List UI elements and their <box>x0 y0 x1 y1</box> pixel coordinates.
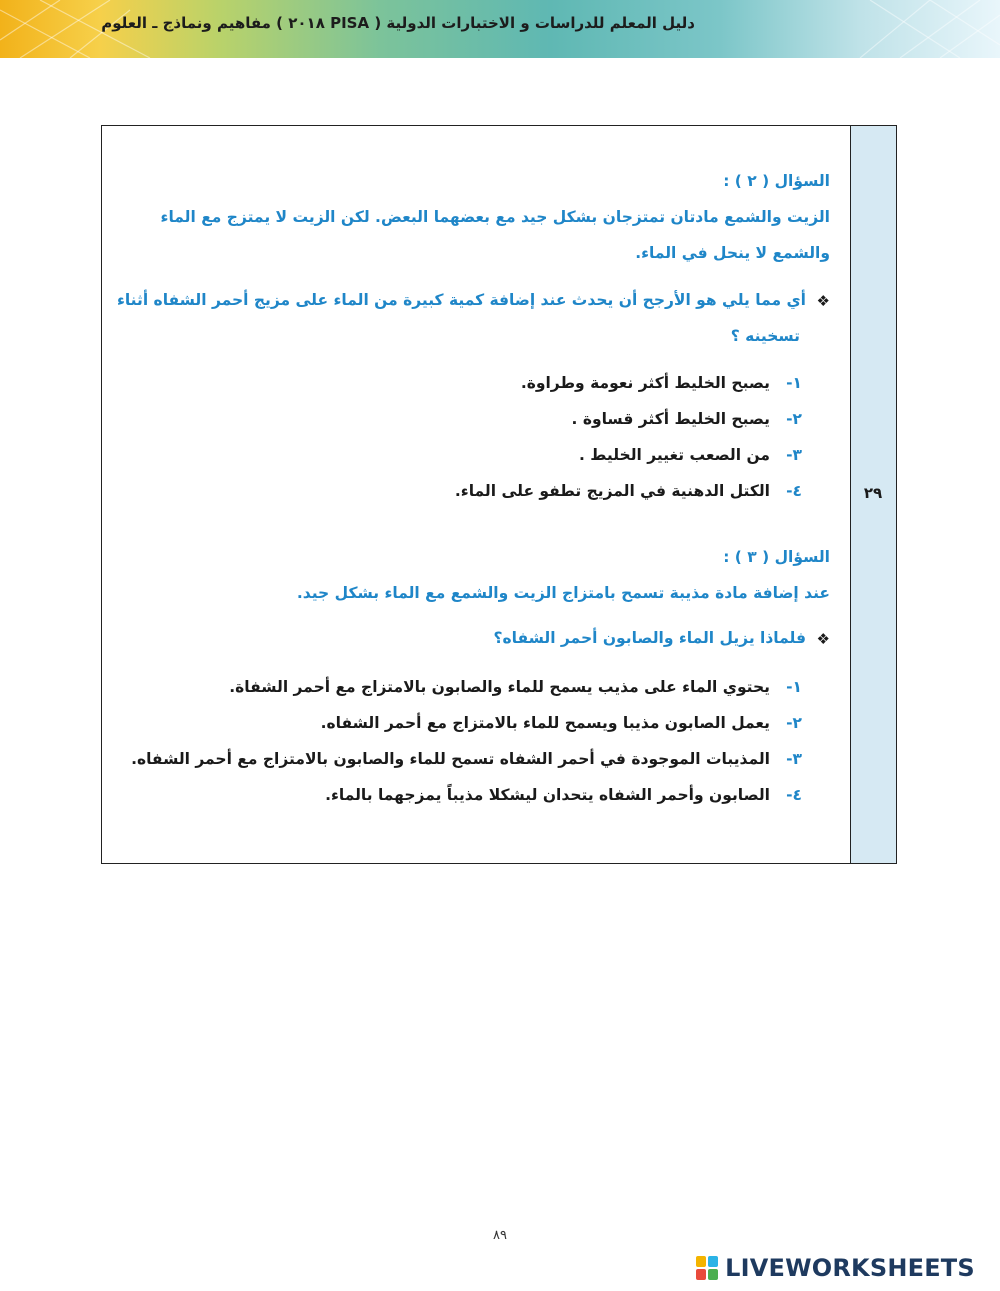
option-text: يعمل الصابون مذيبا ويسمح للماء بالامتزاج مع أحمر الشفاه. <box>320 714 770 732</box>
liveworksheets-brand: LIVEWORKSHEETS <box>725 1254 975 1282</box>
question3-prompt <box>494 627 831 649</box>
option-number: ٢- <box>786 410 802 428</box>
question2-option-3 <box>579 444 802 466</box>
question2-prompt-line2: تسخينه ؟ <box>730 327 800 345</box>
question2-prompt <box>117 289 830 311</box>
question2-prompt-line1: أي مما يلي هو الأرجح أن يحدث عند إضافة كمية كبيرة من الماء على مزيج أحمر الشفاه أثناء <box>116 291 806 309</box>
option-text: يصبح الخليط أكثر نعومة وطراوة. <box>520 374 770 392</box>
option-number: ١- <box>786 678 802 696</box>
question3-title: السؤال ( ٣ ) : <box>723 548 830 566</box>
page-number: ٨٩ <box>493 1228 507 1243</box>
option-number: ٤- <box>786 482 802 500</box>
question3-option-2 <box>321 712 802 734</box>
question2-title: السؤال ( ٢ ) : <box>723 172 830 190</box>
item-number-column <box>850 126 896 863</box>
question2-text-line2: والشمع لا ينحل في الماء. <box>635 244 830 262</box>
question3-text-line1: عند إضافة مادة مذيبة تسمح بامتزاج الزيت والشمع مع الماء بشكل جيد. <box>296 584 830 602</box>
option-number: ١- <box>786 374 802 392</box>
question2-option-4 <box>455 480 802 502</box>
diamond-bullet-icon: ❖ <box>816 629 830 648</box>
item-number: ٢٩ <box>863 484 883 502</box>
liveworksheets-icon <box>696 1256 718 1280</box>
question3-prompt-line1: فلماذا يزيل الماء والصابون أحمر الشفاه؟ <box>493 629 806 647</box>
header-band <box>0 0 1000 58</box>
option-text: المذيبات الموجودة في أحمر الشفاه تسمح للماء والصابون بالامتزاج مع أحمر الشفاه. <box>131 750 770 768</box>
diamond-bullet-icon: ❖ <box>816 291 830 310</box>
question2-option-2 <box>572 408 802 430</box>
option-number: ٣- <box>786 750 802 768</box>
option-text: يحتوي الماء على مذيب يسمح للماء والصابون بالامتزاج مع أحمر الشفاة. <box>229 678 770 696</box>
option-text: من الصعب تغيير الخليط . <box>578 446 770 464</box>
question-content <box>102 126 850 863</box>
option-text: الصابون وأحمر الشفاه يتحدان ليشكلا مذيباً يمزجهما بالماء. <box>325 786 770 804</box>
question3-option-3 <box>131 748 802 770</box>
header-title: دليل المعلم للدراسات و الاختبارات الدولية ( PISA ٢٠١٨ ) مفاهيم ونماذج ـ العلوم <box>101 14 695 32</box>
option-text: الكتل الدهنية في المزيج تطفو على الماء. <box>454 482 770 500</box>
question2-option-1 <box>521 372 802 394</box>
question2-text-line1: الزيت والشمع مادتان تمتزجان بشكل جيد مع بعضهما البعض. لكن الزيت لا يمتزج مع الماء <box>160 208 830 226</box>
question3-option-1 <box>229 676 802 698</box>
question-table <box>101 125 897 864</box>
liveworksheets-logo[interactable] <box>696 1254 975 1284</box>
question3-option-4 <box>325 784 802 806</box>
option-text: يصبح الخليط أكثر قساوة . <box>571 410 770 428</box>
option-number: ٤- <box>786 786 802 804</box>
option-number: ٢- <box>786 714 802 732</box>
option-number: ٣- <box>786 446 802 464</box>
